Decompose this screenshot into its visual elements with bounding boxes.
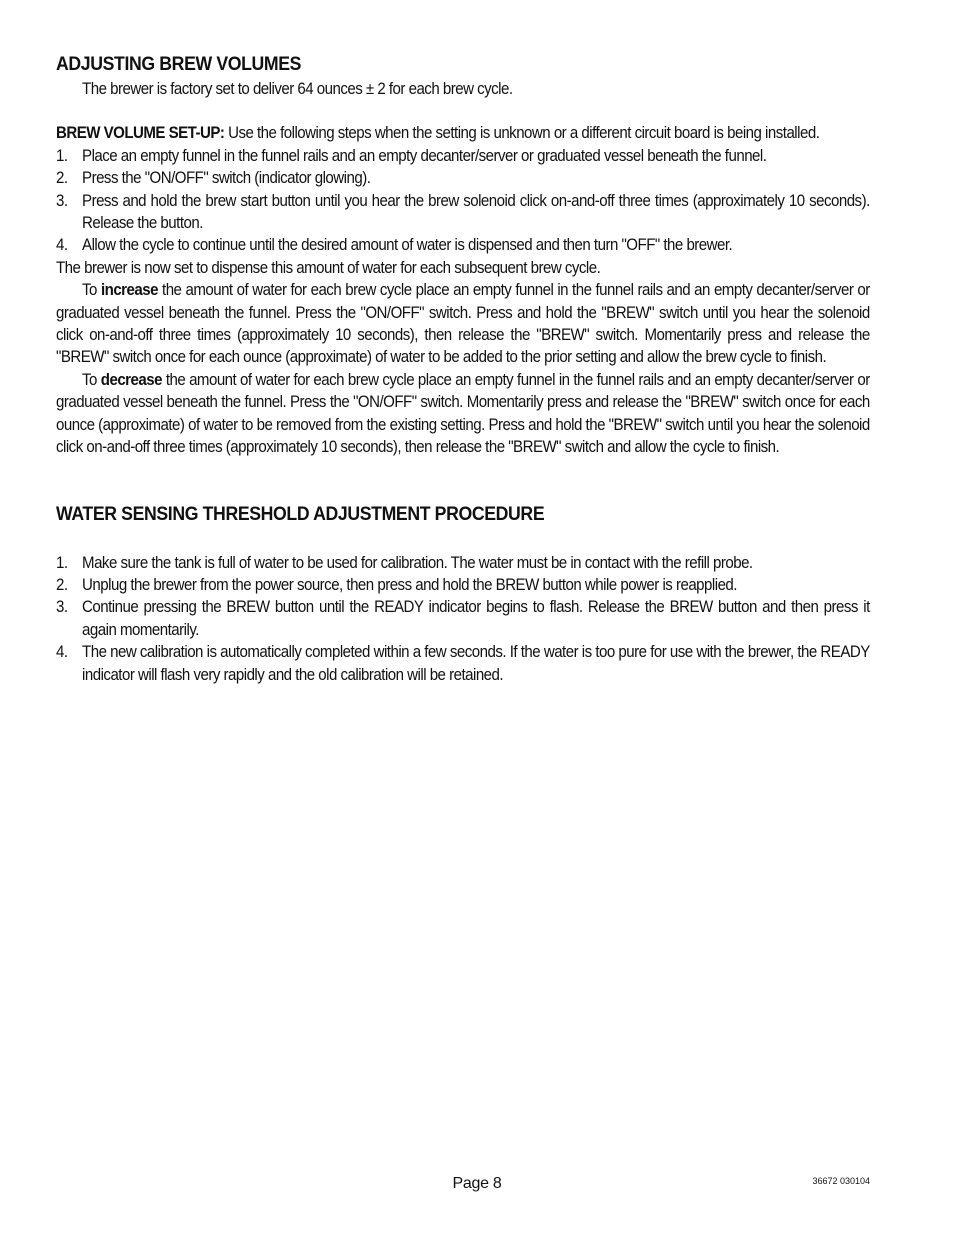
- section-heading-brew-volumes: ADJUSTING BREW VOLUMES: [56, 54, 302, 75]
- page-number: Page 8: [452, 1175, 502, 1192]
- decrease-keyword: decrease: [100, 370, 162, 389]
- list-item: 3. Press and hold the brew start button until you hear the brew solenoid click on-and-off three times (approximately 10 seconds). Release the button.: [56, 191, 870, 233]
- list-item: 1. Place an empty funnel in the funnel rails and an empty decanter/server or graduated vessel beneath the funnel.: [56, 146, 767, 165]
- setup-label: BREW VOLUME SET-UP:: [56, 124, 225, 143]
- decrease-paragraph: To decrease the amount of water for each brew cycle place an empty funnel in the funnel rails and an empty decanter/server or graduated vessel beneath the funnel. Press the "ON/OFF" switch. Momentarily press and release the "BREW" switch once for each ounce (approximate) of water to be removed from the existing setting. Press and hold the "BREW" switch until you hear the solenoid click on-and-off three times (approximately 10 seconds), then release the "BREW" switch and allow the cycle to finish.: [56, 370, 870, 457]
- setup-paragraph: [56, 122, 870, 144]
- increase-keyword: increase: [100, 281, 158, 300]
- increase-paragraph: To increase the amount of water for each brew cycle place an empty funnel in the funnel rails and an empty decanter/server or graduated vessel beneath the funnel. Press the "ON/OFF" switch. Press and hold the "BREW" switch until you hear the solenoid click on-and-off three times (approximately 10 seconds), then release the "BREW" switch. Momentarily press and release the "BREW" switch once for each ounce (approximate) of water to be added to the prior setting and allow the brew cycle to finish.: [56, 281, 870, 367]
- list-item: 4. Allow the cycle to continue until the desired amount of water is dispensed and then turn "OFF" the brewer.: [56, 236, 733, 255]
- document-code: 36672 030104: [812, 1176, 870, 1186]
- brew-setup-steps: [56, 145, 870, 257]
- list-item: 2. Press the "ON/OFF" switch (indicator glowing).: [56, 169, 371, 188]
- intro-paragraph: The brewer is factory set to deliver 64 ounces ± 2 for each brew cycle.: [82, 80, 513, 98]
- list-item: 2. Unplug the brewer from the power source, then press and hold the BREW button while power is reapplied.: [56, 575, 737, 594]
- list-item: 1. Make sure the tank is full of water to be used for calibration. The water must be in contact with the refill probe.: [56, 553, 753, 572]
- water-sensing-steps: [56, 552, 870, 686]
- after-steps-paragraph: The brewer is now set to dispense this amount of water for each subsequent brew cycle.: [56, 258, 601, 277]
- setup-text: Use the following steps when the setting is unknown or a different circuit board is being installed.: [224, 124, 820, 143]
- document-page: [56, 52, 870, 686]
- list-item: 4. The new calibration is automatically completed within a few seconds. If the water is too pure for use with the brewer, the READY indicator will flash very rapidly and the old calibration will be retained.: [56, 643, 870, 684]
- section-heading-water-sensing: WATER SENSING THRESHOLD ADJUSTMENT PROCEDURE: [56, 503, 545, 525]
- list-item: 3. Continue pressing the BREW button until the READY indicator begins to flash. Release the BREW button and then press it again momentarily.: [56, 598, 870, 639]
